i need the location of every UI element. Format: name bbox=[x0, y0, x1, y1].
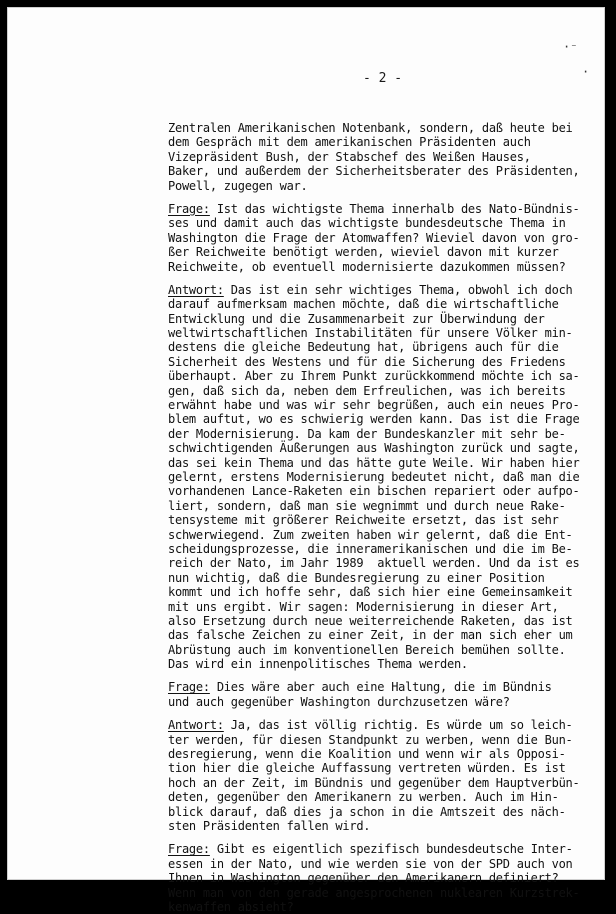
paragraph bbox=[168, 121, 588, 193]
line-text: das falsche Zeichen zu einer Zeit, in der man sich eher um bbox=[168, 628, 573, 643]
text-line bbox=[168, 585, 588, 599]
line-text: Sicherheit des Westens und für die Sicherung des Friedens bbox=[168, 354, 566, 369]
line-text: ter werden, für diesen Standpunkt zu werben, wenn die Bun- bbox=[168, 732, 573, 747]
line-text: also Ersetzung durch neue weiterreichende Raketen, das ist bbox=[168, 613, 573, 628]
text-line bbox=[168, 790, 588, 804]
scan-mark: ·⁻ bbox=[563, 40, 578, 54]
text-line bbox=[168, 231, 588, 245]
line-text: ßer Reichweite benötigt werden, wieviel davon mit kurzer bbox=[168, 245, 559, 260]
line-text: dem Gespräch mit dem amerikanischen Präsidenten auch bbox=[168, 135, 531, 150]
text-line bbox=[168, 871, 588, 885]
line-text: kenwaffen absieht? bbox=[168, 899, 294, 914]
paragraph bbox=[168, 842, 588, 914]
text-line bbox=[168, 484, 588, 498]
text-line bbox=[168, 819, 588, 833]
paragraph-gap bbox=[168, 709, 588, 718]
text-line bbox=[168, 886, 588, 900]
text-line bbox=[168, 680, 588, 694]
text-line bbox=[168, 776, 588, 790]
line-text: reich der Nato, im Jahr 1989 aktuell werden. Und da ist es bbox=[168, 556, 580, 571]
line-text: Baker, und außerdem der Sicherheitsberater des Präsidenten, bbox=[168, 164, 580, 179]
paragraph bbox=[168, 283, 588, 672]
line-text: gen, daß sich da, neben dem Erfreulichen, was ich bereits bbox=[168, 383, 566, 398]
document-body bbox=[168, 121, 588, 914]
line-text: mit uns ergibt. Wir sagen: Modernisierung in dieser Art, bbox=[168, 599, 559, 614]
text-line bbox=[168, 164, 588, 178]
text-line bbox=[168, 556, 588, 570]
text-line bbox=[168, 179, 588, 193]
text-line bbox=[168, 695, 588, 709]
line-text: überhaupt. Aber zu Ihrem Punkt zurückkommend möchte ich sa- bbox=[168, 369, 580, 384]
line-text: liert, sondern, daß man sie wegnimmt und durch neue Rake- bbox=[168, 498, 566, 513]
line-text: Washington die Frage der Atomwaffen? Wieviel davon von gro- bbox=[168, 230, 580, 245]
text-line bbox=[168, 456, 588, 470]
line-text: tion hier die gleiche Auffassung vertreten würden. Es ist bbox=[168, 761, 566, 776]
text-line bbox=[168, 312, 588, 326]
text-line bbox=[168, 513, 588, 527]
line-text: Entwicklung und die Zusammenarbeit zur Überwindung der bbox=[168, 311, 545, 326]
speaker-label: Antwort: bbox=[168, 282, 224, 297]
line-text: darauf aufmerksam machen möchte, daß die wirtschaftliche bbox=[168, 297, 559, 312]
text-line bbox=[168, 470, 588, 484]
line-text: Ihnen in Washington gegenüber den Amerikanern definiert? bbox=[168, 871, 559, 886]
line-text: Das ist ein sehr wichtiges Thema, obwohl ich doch bbox=[223, 282, 573, 297]
text-line bbox=[168, 747, 588, 761]
paragraph bbox=[168, 202, 588, 274]
text-line bbox=[168, 260, 588, 274]
line-text: nun wichtig, daß die Bundesregierung zu einer Position bbox=[168, 570, 545, 585]
text-line bbox=[168, 412, 588, 426]
paragraph-gap bbox=[168, 671, 588, 680]
paragraph-gap bbox=[168, 274, 588, 283]
line-text: destens die gleiche Bedeutung hat, übrigens auch für die bbox=[168, 340, 559, 355]
speaker-label: Frage: bbox=[168, 842, 210, 857]
text-line bbox=[168, 805, 588, 819]
text-line bbox=[168, 355, 588, 369]
text-line bbox=[168, 441, 588, 455]
paragraph-gap bbox=[168, 833, 588, 842]
line-text: Das wird ein innenpolitisches Thema werden. bbox=[168, 657, 468, 672]
text-line bbox=[168, 283, 588, 297]
text-line bbox=[168, 900, 588, 914]
line-text: blick darauf, daß dies ja schon in die Amtszeit des näch- bbox=[168, 804, 566, 819]
text-line bbox=[168, 121, 588, 135]
text-line bbox=[168, 427, 588, 441]
line-text: Ja, das ist völlig richtig. Es würde um so leich- bbox=[223, 718, 573, 733]
text-line bbox=[168, 761, 588, 775]
text-line bbox=[168, 398, 588, 412]
text-line bbox=[168, 718, 588, 732]
paragraph bbox=[168, 718, 588, 833]
text-line bbox=[168, 600, 588, 614]
line-text: Ist das wichtigste Thema innerhalb des Nato-Bündnis- bbox=[209, 201, 580, 216]
speaker-label: Antwort: bbox=[168, 718, 224, 733]
text-line bbox=[168, 150, 588, 164]
text-line bbox=[168, 326, 588, 340]
line-text: sten Präsidenten fallen wird. bbox=[168, 818, 371, 833]
line-text: Zentralen Amerikanischen Notenbank, sondern, daß heute bei bbox=[168, 121, 573, 135]
line-text: scheidungsprozesse, die inneramerikanischen und die im Be- bbox=[168, 541, 573, 556]
text-line bbox=[168, 571, 588, 585]
line-text: Vizepräsident Bush, der Stabschef des Weißen Hauses, bbox=[168, 149, 531, 164]
line-text: Reichweite, ob eventuell modernisierte dazukommen müssen? bbox=[168, 259, 566, 274]
text-line bbox=[168, 135, 588, 149]
line-text: das sei kein Thema und das hätte gute Weile. Wir haben hier bbox=[168, 455, 580, 470]
line-text: Dies wäre aber auch eine Haltung, die im Bündnis bbox=[209, 680, 552, 695]
line-text: Powell, zugegen war. bbox=[168, 178, 308, 193]
text-line bbox=[168, 628, 588, 642]
page-number: - 2 - bbox=[363, 71, 403, 86]
line-text: gelernt, erstens Modernisierung bedeutet nicht, daß man die bbox=[168, 469, 580, 484]
text-line bbox=[168, 857, 588, 871]
text-line bbox=[168, 614, 588, 628]
line-text: desregierung, wenn die Koalition und wenn wir als Opposi- bbox=[168, 747, 566, 762]
text-line bbox=[168, 733, 588, 747]
line-text: Gibt es eigentlich spezifisch bundesdeutsche Inter- bbox=[209, 842, 573, 857]
text-line bbox=[168, 297, 588, 311]
text-line bbox=[168, 528, 588, 542]
text-line bbox=[168, 842, 588, 856]
line-text: schwichtigenden Äußerungen aus Washington zurück und sagte, bbox=[168, 441, 580, 456]
line-text: und auch gegenüber Washington durchzusetzen wäre? bbox=[168, 694, 510, 709]
line-text: der Modernisierung. Da kam der Bundeskanzler mit sehr be- bbox=[168, 426, 566, 441]
paragraph bbox=[168, 680, 588, 709]
text-line bbox=[168, 369, 588, 383]
text-line bbox=[168, 202, 588, 216]
speaker-label: Frage: bbox=[168, 201, 210, 216]
text-line bbox=[168, 340, 588, 354]
line-text: erwähnt habe und was wir sehr begrüßen, auch ein neues Pro- bbox=[168, 398, 580, 413]
text-line bbox=[168, 499, 588, 513]
line-text: essen in der Nato, und wie werden sie von der SPD auch von bbox=[168, 856, 573, 871]
text-line bbox=[168, 657, 588, 671]
line-text: hoch an der Zeit, im Bündnis und gegenüber dem Hauptverbün- bbox=[168, 775, 580, 790]
line-text: ses und damit auch das wichtigste bundesdeutsche Thema in bbox=[168, 216, 566, 231]
text-line bbox=[168, 542, 588, 556]
line-text: schwerwiegend. Zum zweiten haben wir gelernt, daß die Ent- bbox=[168, 527, 573, 542]
text-line bbox=[168, 384, 588, 398]
speaker-label: Frage: bbox=[168, 680, 210, 695]
line-text: deten, gegenüber den Amerikanern zu werben. Auch im Hin- bbox=[168, 790, 559, 805]
line-text: weltwirtschaftlichen Instabilitäten für unsere Völker min- bbox=[168, 326, 573, 341]
line-text: Wenn man von den gerade angesprochenen nuklearen Kurzstrek- bbox=[168, 885, 580, 900]
paragraph-gap bbox=[168, 193, 588, 202]
line-text: Abrüstung auch im konventionellen Bereich bemühen sollte. bbox=[168, 642, 566, 657]
document-page bbox=[7, 7, 605, 914]
line-text: tensysteme mit größerer Reichweite ersetzt, das ist sehr bbox=[168, 513, 559, 528]
scan-mark: · bbox=[582, 65, 590, 79]
text-line bbox=[168, 216, 588, 230]
line-text: vorhandenen Lance-Raketen ein bischen repariert oder aufpo- bbox=[168, 484, 580, 499]
text-line bbox=[168, 643, 588, 657]
line-text: kommt und ich hoffe sehr, daß sich hier eine Gemeinsamkeit bbox=[168, 585, 573, 600]
line-text: blem auftut, wo es schwierig werden kann. Das ist die Frage bbox=[168, 412, 580, 427]
text-line bbox=[168, 245, 588, 259]
